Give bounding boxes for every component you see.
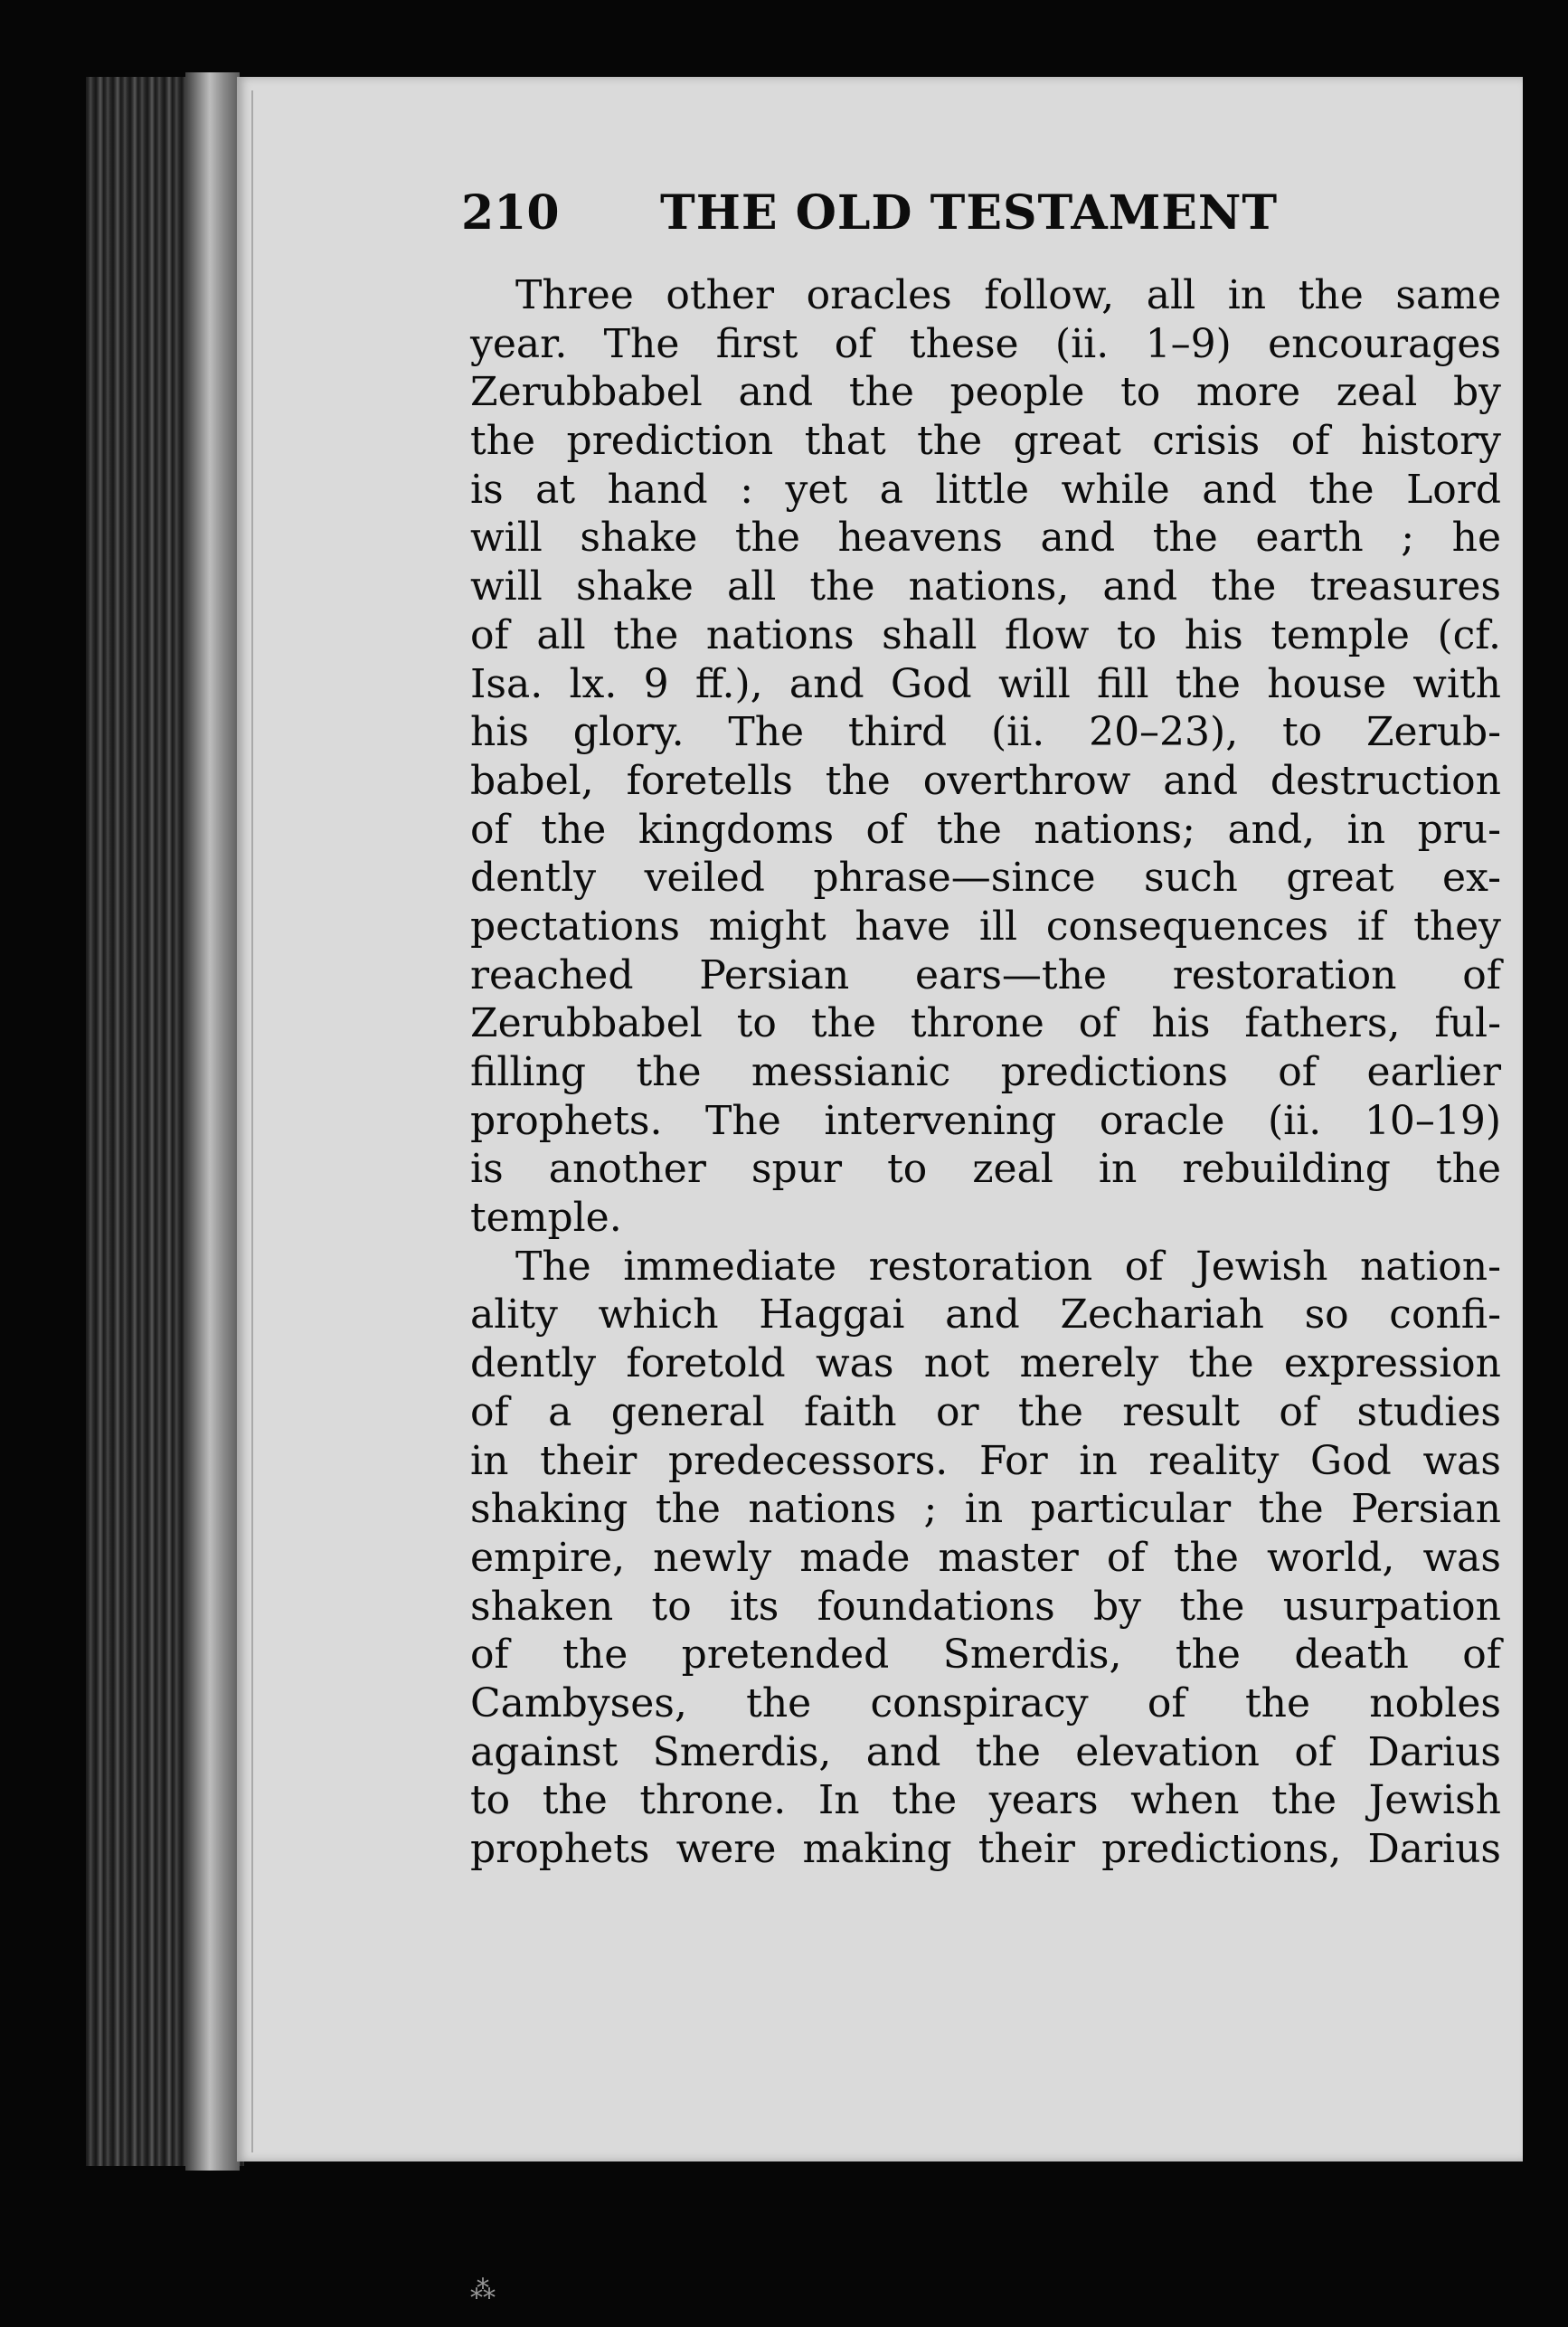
text-line: empire, newly made master of the world, was — [470, 1534, 1501, 1581]
text-line: prophets were making their predictions, Darius — [470, 1826, 1501, 1872]
body-text — [470, 271, 1501, 1874]
paragraph-1 — [470, 271, 1501, 1243]
book-spine-highlight — [185, 72, 240, 2171]
text-line: to the throne. In the years when the Jewish — [470, 1777, 1501, 1824]
text-line: temple. — [470, 1195, 622, 1242]
text-line: Zerubbabel to the throne of his fathers, ful- — [470, 1000, 1501, 1047]
text-line: filling the messianic predictions of earlier — [470, 1049, 1501, 1095]
text-line: against Smerdis, and the elevation of Darius — [470, 1728, 1501, 1775]
text-line: the prediction that the great crisis of history — [470, 418, 1501, 465]
running-title: THE OLD TESTAMENT — [660, 185, 1279, 241]
running-header — [461, 185, 1501, 267]
text-line: pectations might have ill consequences if they — [470, 903, 1501, 950]
page-gutter-line — [251, 90, 253, 2152]
text-line: Cambyses, the conspiracy of the nobles — [470, 1679, 1501, 1726]
text-line: ality which Haggai and Zechariah so confi- — [470, 1291, 1501, 1338]
text-line: Isa. lx. 9 ff.), and God will fill the house with — [470, 660, 1501, 707]
text-line: prophets. The intervening oracle (ii. 10–19) — [470, 1097, 1501, 1144]
text-line: Three other oracles follow, all in the same — [515, 272, 1501, 318]
text-line: dently foretold was not merely the expression — [470, 1340, 1501, 1387]
text-line: Zerubbabel and the people to more zeal by — [470, 369, 1501, 416]
page-number: 210 — [461, 185, 560, 241]
scan-artifact: ⁂ — [470, 2275, 496, 2304]
text-line: dently veiled phrase—since such great ex- — [470, 855, 1501, 902]
text-line: of all the nations shall flow to his temple (cf. — [470, 611, 1501, 658]
text-line: will shake the heavens and the earth ; he — [470, 515, 1501, 562]
text-line: The immediate restoration of Jewish nation- — [515, 1243, 1501, 1290]
text-line: is at hand : yet a little while and the Lord — [470, 466, 1501, 513]
text-line: in their predecessors. For in reality God was — [470, 1437, 1501, 1484]
text-line: of the pretended Smerdis, the death of — [470, 1632, 1501, 1679]
text-line: is another spur to zeal in rebuilding the — [470, 1146, 1501, 1193]
text-line: babel, foretells the overthrow and destruction — [470, 757, 1501, 804]
text-line: will shake all the nations, and the treasures — [470, 563, 1501, 610]
text-line: his glory. The third (ii. 20–23), to Zerub- — [470, 709, 1501, 756]
text-line: shaking the nations ; in particular the Persian — [470, 1486, 1501, 1533]
text-line: shaken to its foundations by the usurpation — [470, 1583, 1501, 1630]
text-line: of the kingdoms of the nations; and, in pru- — [470, 806, 1501, 853]
text-line: reached Persian ears—the restoration of — [470, 951, 1501, 998]
paragraph-2 — [470, 1243, 1501, 1874]
text-line: of a general faith or the result of studies — [470, 1388, 1501, 1435]
text-line: year. The first of these (ii. 1–9) encourages — [470, 320, 1501, 367]
